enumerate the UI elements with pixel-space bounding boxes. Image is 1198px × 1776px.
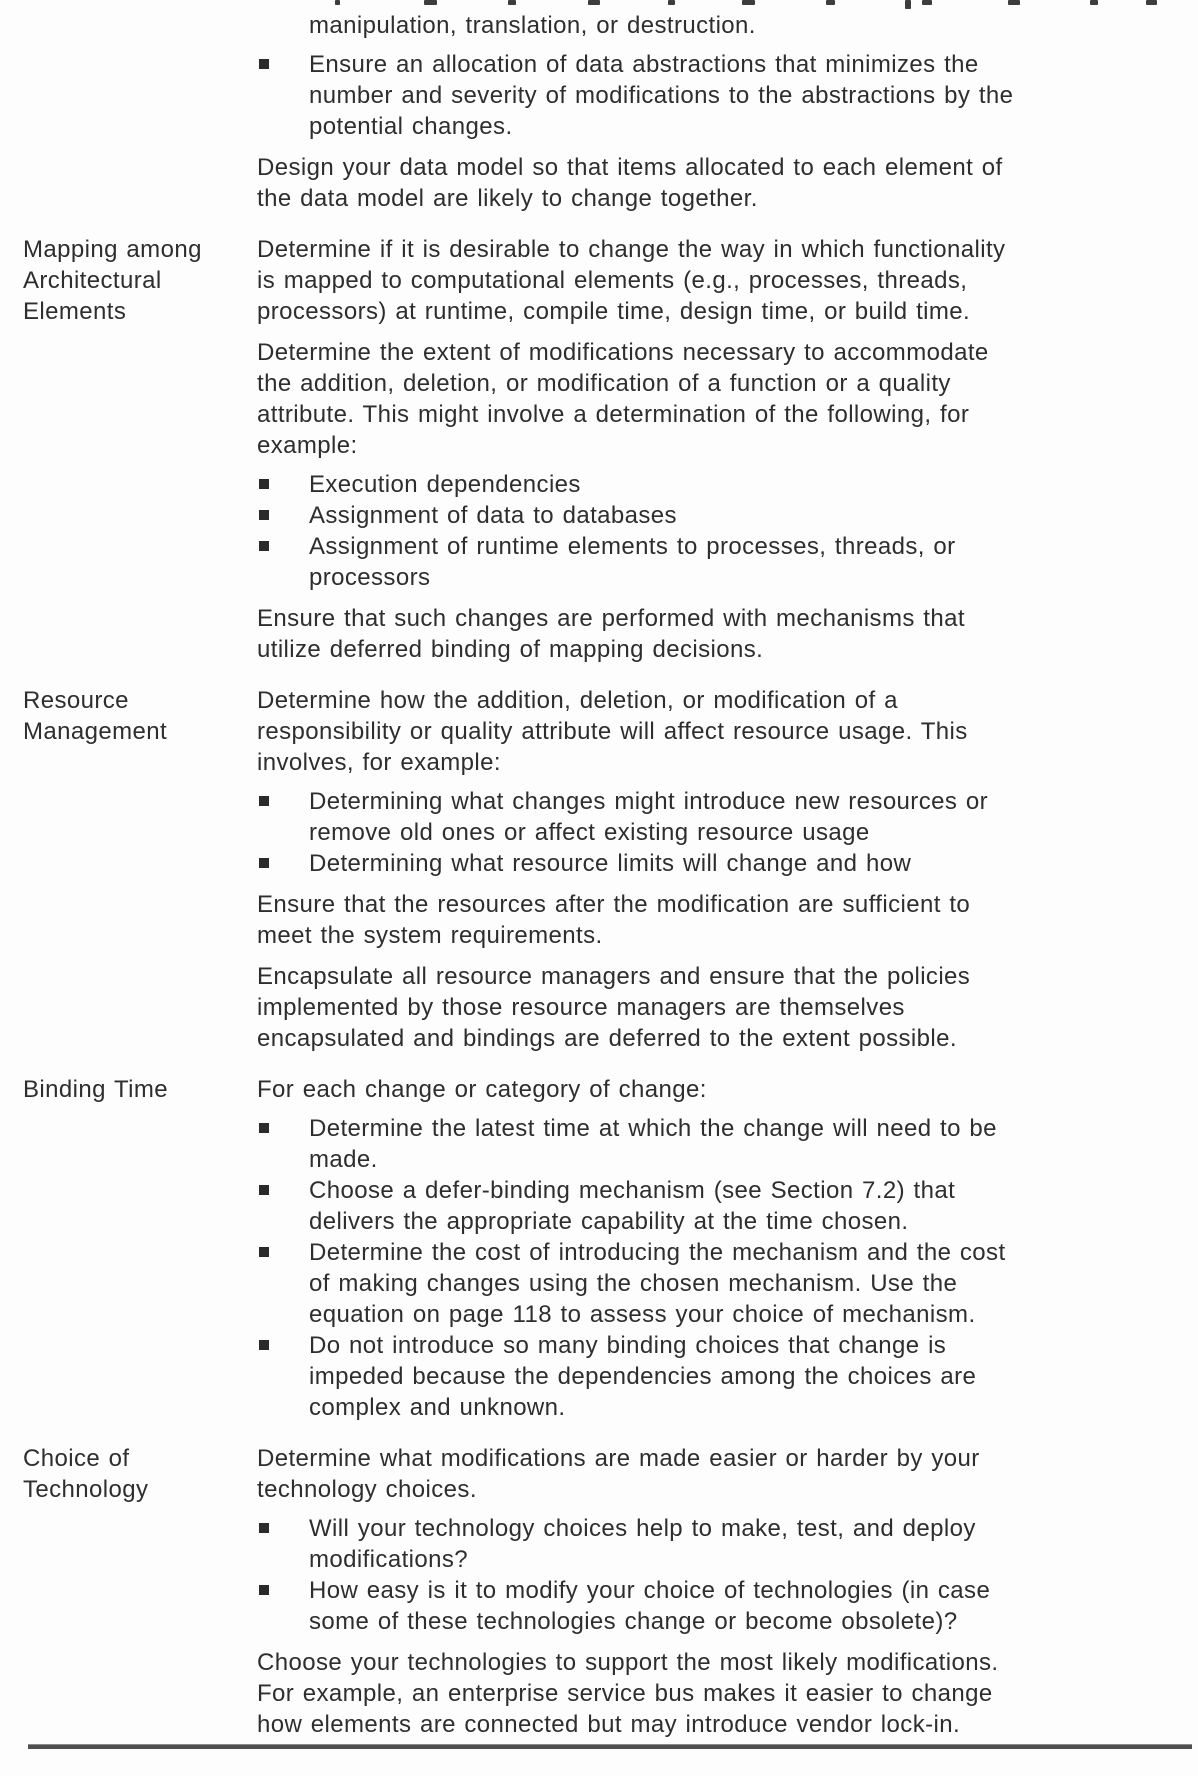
paragraph: [257, 961, 1188, 1054]
text-line: Will your technology choices help to make, test, and deploy: [309, 1515, 976, 1542]
text-line: manipulation, translation, or destruction.: [309, 12, 756, 39]
text-line: Determine how the addition, deletion, or modification of a: [257, 687, 898, 714]
text-line: Choose a defer-binding mechanism (see Section 7.2) that: [309, 1177, 956, 1204]
text-line: the data model are likely to change together.: [257, 185, 758, 212]
text-line: Determining what resource limits will change and how: [309, 850, 912, 877]
row-label: [0, 10, 257, 214]
bullet-item: [257, 1330, 1188, 1423]
text-line: impeded because the dependencies among the choices are: [309, 1363, 977, 1390]
text-line: remove old ones or affect existing resource usage: [309, 819, 870, 846]
row-label-line: Binding Time: [23, 1076, 169, 1103]
text-line: Ensure an allocation of data abstractions that minimizes the: [309, 51, 979, 78]
text-line: encapsulated and bindings are deferred to the extent possible.: [257, 1025, 957, 1052]
bullet-marker-icon: [259, 1185, 269, 1195]
text-line: Ensure that the resources after the modification are sufficient to: [257, 891, 971, 918]
text-line: some of these technologies change or become obsolete)?: [309, 1608, 958, 1635]
row-content: [257, 1443, 1198, 1740]
row-label-line: Mapping among: [23, 236, 202, 263]
text-line: delivers the appropriate capability at the time chosen.: [309, 1208, 909, 1235]
bullet-marker-icon: [259, 796, 269, 806]
text-line: Ensure that such changes are performed with mechanisms that: [257, 605, 965, 632]
text-line: Determine the cost of introducing the mechanism and the cost: [309, 1239, 1006, 1266]
row-label: [0, 1074, 257, 1423]
text-line: Design your data model so that items allocated to each element of: [257, 154, 1003, 181]
text-line: is mapped to computational elements (e.g., processes, threads,: [257, 267, 968, 294]
bullet-item: [257, 1513, 1188, 1575]
text-line: example:: [257, 432, 358, 459]
checklist-table: [0, 10, 1198, 1740]
text-line: Assignment of runtime elements to processes, threads, or: [309, 533, 956, 560]
row-content: [257, 234, 1198, 665]
text-line: utilize deferred binding of mapping decisions.: [257, 636, 764, 663]
bullet-marker-icon: [259, 1523, 269, 1533]
table-bottom-rule: [28, 1744, 1192, 1749]
text-line: Determining what changes might introduce new resources or: [309, 788, 988, 815]
text-line: equation on page 118 to assess your choice of mechanism.: [309, 1301, 976, 1328]
table-row: [0, 685, 1198, 1054]
bullet-item: [257, 469, 1188, 500]
table-row: [0, 1443, 1198, 1740]
text-line: how elements are connected but may introduce vendor lock-in.: [257, 1711, 961, 1738]
bullet-marker-icon: [259, 541, 269, 551]
text-line: technology choices.: [257, 1476, 477, 1503]
table-row: [0, 234, 1198, 665]
text-line: made.: [309, 1146, 378, 1173]
text-line: Determine the extent of modifications necessary to accommodate: [257, 339, 989, 366]
text-line: Encapsulate all resource managers and ensure that the policies: [257, 963, 971, 990]
text-line: processors: [309, 564, 431, 591]
text-line: responsibility or quality attribute will affect resource usage. This: [257, 718, 968, 745]
text-line: attribute. This might involve a determination of the following, for: [257, 401, 970, 428]
clipped-top-line-fragments: [0, 0, 1198, 9]
paragraph: [257, 685, 1188, 778]
row-label-line: Elements: [23, 298, 127, 325]
paragraph: [257, 337, 1188, 461]
bullet-item: [257, 1237, 1188, 1330]
text-line: For each change or category of change:: [257, 1076, 707, 1103]
text-line: meet the system requirements.: [257, 922, 603, 949]
text-line: Determine the latest time at which the change will need to be: [309, 1115, 997, 1142]
text-line: complex and unknown.: [309, 1394, 566, 1421]
paragraph: [257, 234, 1188, 327]
text-line: Determine if it is desirable to change the way in which functionality: [257, 236, 1006, 263]
paragraph: [257, 889, 1188, 951]
paragraph: [257, 603, 1188, 665]
text-line: Do not introduce so many binding choices that change is: [309, 1332, 947, 1359]
row-content: [257, 10, 1198, 214]
text-line: the addition, deletion, or modification of a function or a quality: [257, 370, 951, 397]
paragraph: [257, 1443, 1188, 1505]
text-line: modifications?: [309, 1546, 469, 1573]
bullet-item: [257, 49, 1188, 142]
bullet-marker-icon: [259, 59, 269, 69]
bullet-item: [257, 848, 1188, 879]
text-line: potential changes.: [309, 113, 513, 140]
row-label: [0, 234, 257, 665]
text-line: Choose your technologies to support the most likely modifications.: [257, 1649, 999, 1676]
text-line: For example, an enterprise service bus makes it easier to change: [257, 1680, 993, 1707]
bullet-item: [257, 500, 1188, 531]
bullet-item: [257, 1113, 1188, 1175]
table-row: [0, 1074, 1198, 1423]
paragraph: [257, 1074, 1188, 1105]
bullet-item: [257, 1175, 1188, 1237]
bullet-marker-icon: [259, 1340, 269, 1350]
row-content: [257, 1074, 1198, 1423]
bullet-marker-icon: [259, 479, 269, 489]
row-label-line: Resource: [23, 687, 129, 714]
row-label-line: Technology: [23, 1476, 149, 1503]
text-line: involves, for example:: [257, 749, 501, 776]
row-label: [0, 1443, 257, 1740]
bullet-marker-icon: [259, 510, 269, 520]
text-line: Determine what modifications are made easier or harder by your: [257, 1445, 980, 1472]
row-label-line: Choice of: [23, 1445, 130, 1472]
row-label-line: Architectural: [23, 267, 162, 294]
row-content: [257, 685, 1198, 1054]
text-line: How easy is it to modify your choice of technologies (in case: [309, 1577, 991, 1604]
bullet-item: [257, 10, 1188, 41]
bullet-marker-icon: [259, 1123, 269, 1133]
bullet-marker-icon: [259, 1585, 269, 1595]
paragraph: [257, 1647, 1188, 1740]
row-label-line: Management: [23, 718, 168, 745]
bullet-marker-icon: [259, 858, 269, 868]
text-line: Execution dependencies: [309, 471, 581, 498]
table-row: [0, 10, 1198, 214]
text-line: processors) at runtime, compile time, design time, or build time.: [257, 298, 971, 325]
bullet-item: [257, 786, 1188, 848]
text-line: number and severity of modifications to the abstractions by the: [309, 82, 1014, 109]
bullet-item: [257, 1575, 1188, 1637]
text-line: implemented by those resource managers are themselves: [257, 994, 905, 1021]
bullet-marker-icon: [259, 1247, 269, 1257]
text-line: Assignment of data to databases: [309, 502, 677, 529]
paragraph: [257, 152, 1188, 214]
bullet-item: [257, 531, 1188, 593]
row-label: [0, 685, 257, 1054]
text-line: of making changes using the chosen mechanism. Use the: [309, 1270, 958, 1297]
